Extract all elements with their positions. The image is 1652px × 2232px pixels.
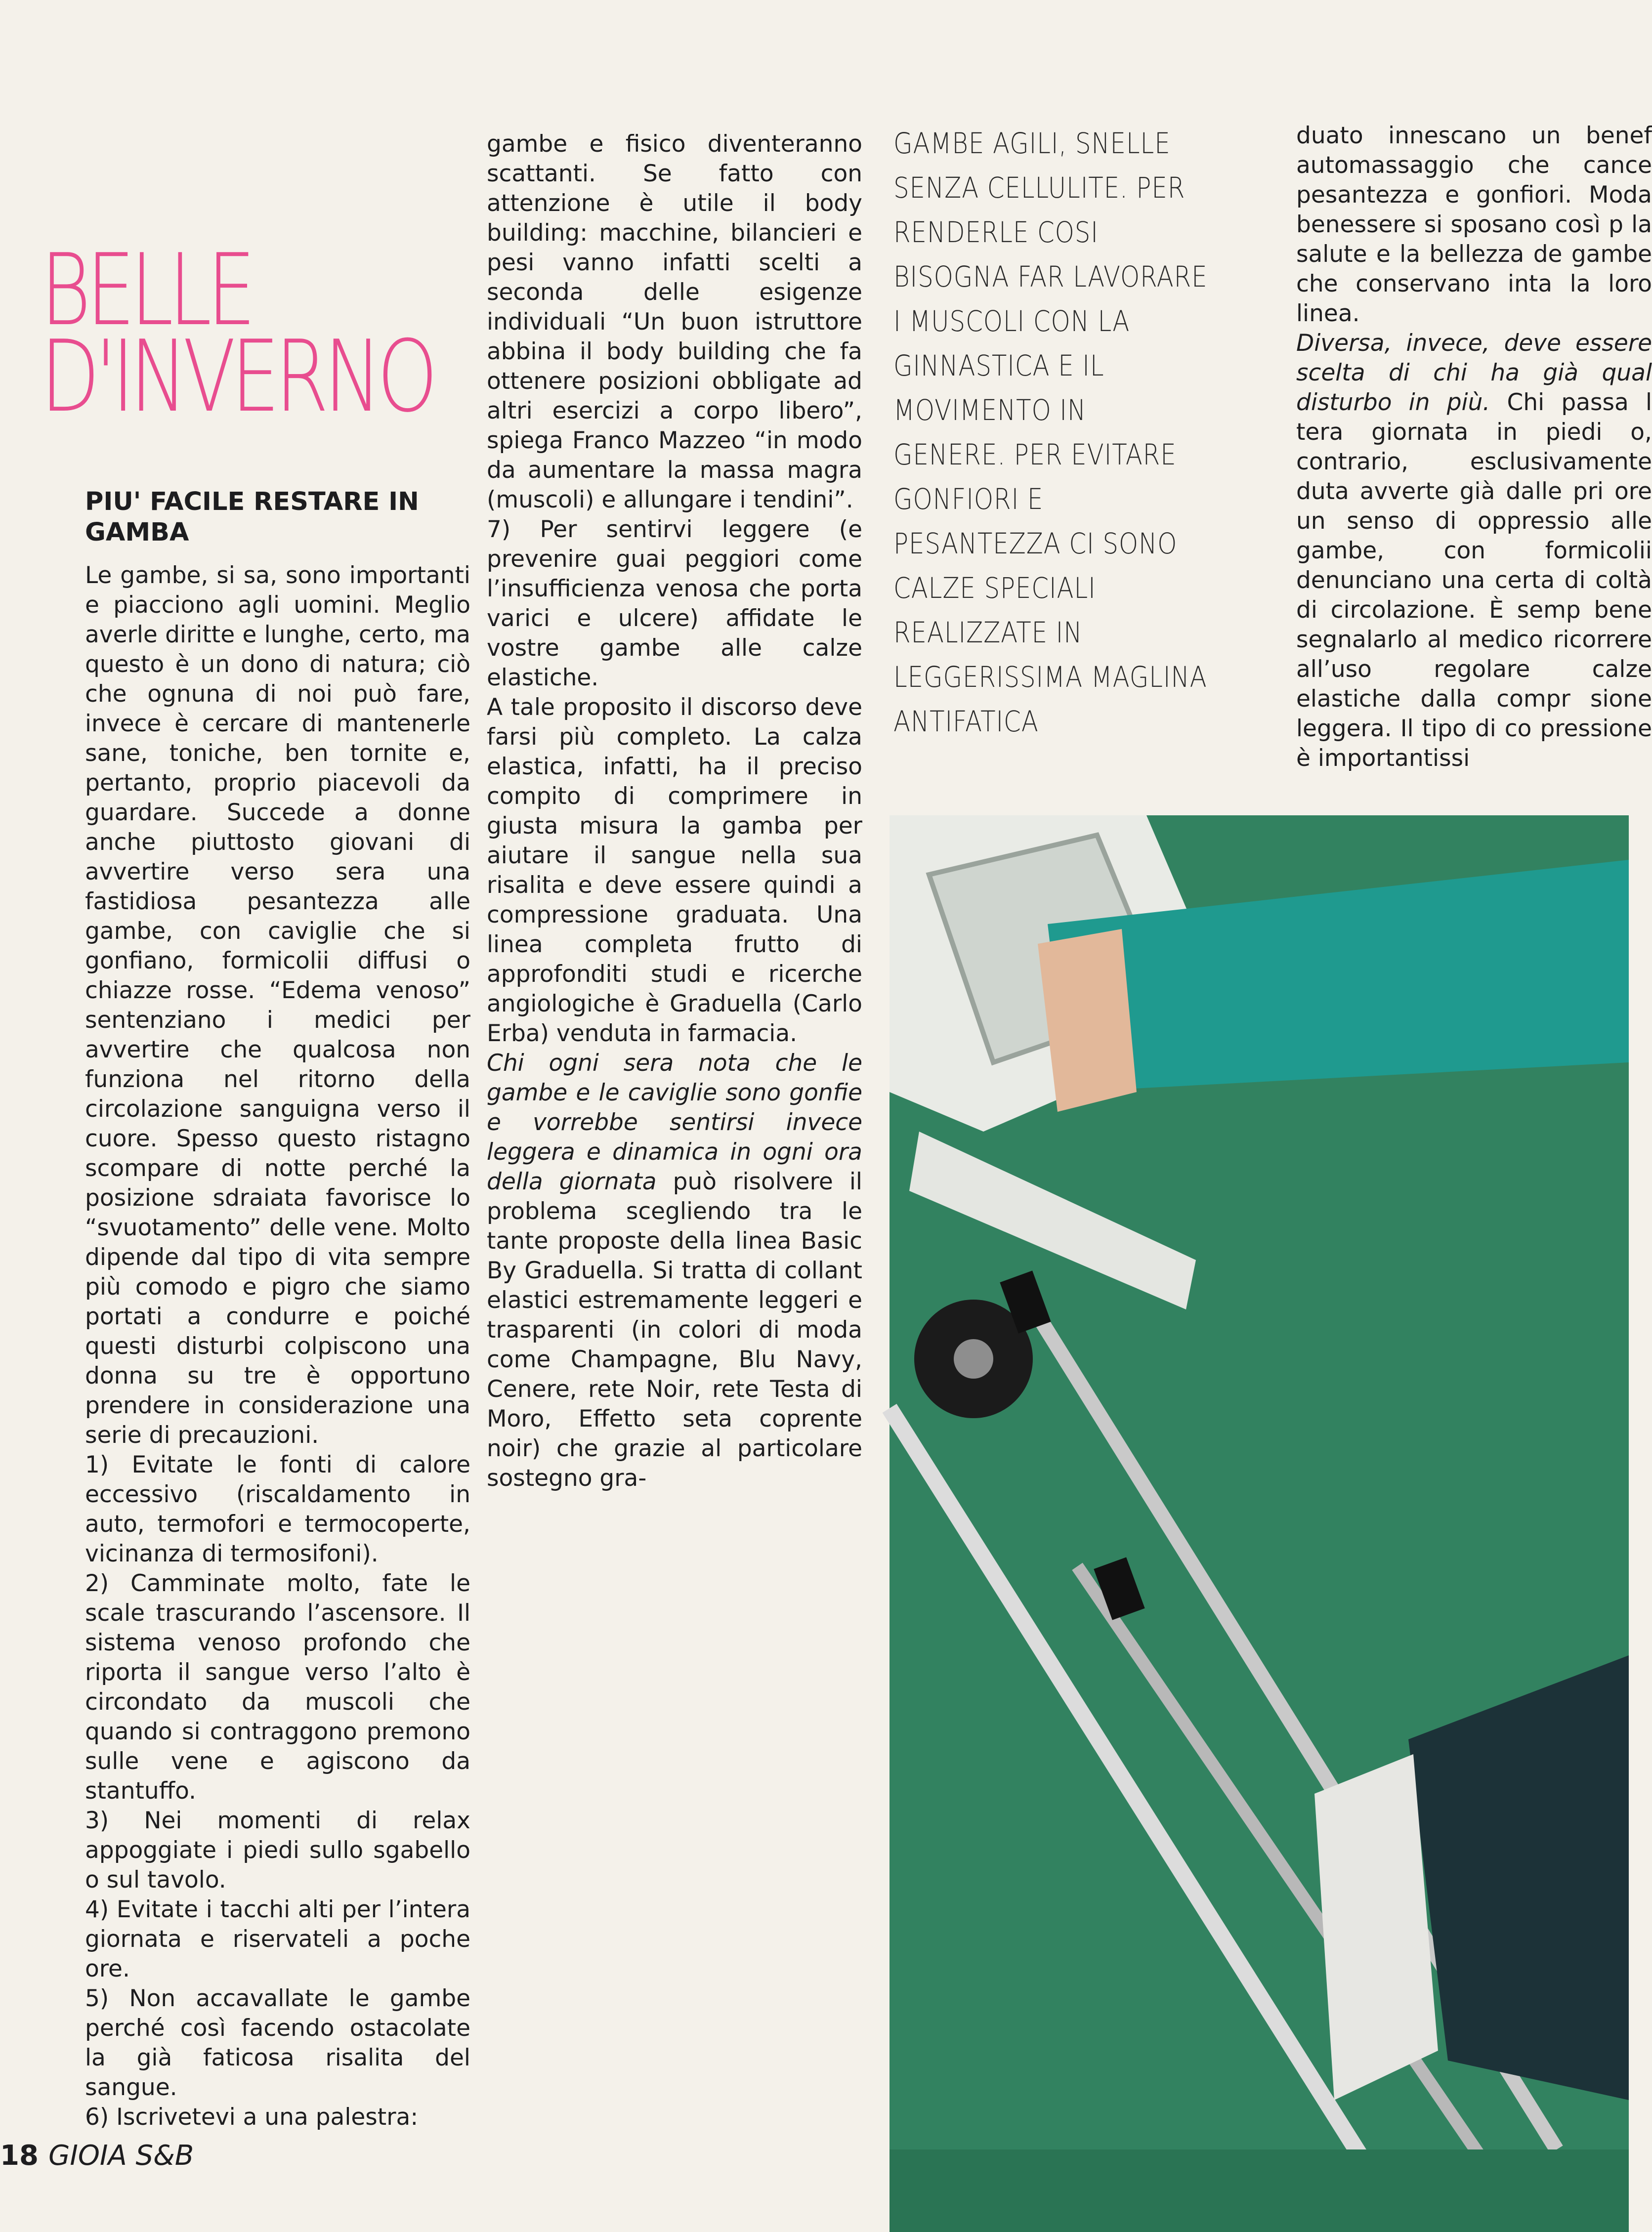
col2-paragraph-4 [487, 1049, 862, 1493]
floor-shadow [890, 2149, 1629, 2232]
caption-line: LEGGERISSIMA MAGLINA [893, 660, 1207, 694]
caption-line: MOVIMENTO IN [893, 393, 1087, 427]
col4-italic-lead: Diversa, invece, deve essere scelta di chi ha già qual disturbo in più. [1296, 330, 1652, 416]
caption-line: GONFIORI E [893, 482, 1044, 516]
caption-line: I MUSCOLI CON LA [893, 304, 1130, 338]
col2-italic-lead: Chi ogni sera nota che le gambe e le caviglie sono gonfie e vorrebbe sentirsi invece leggera e dinamica in ogni ora della giornata [487, 1050, 862, 1195]
caption-line: GINNASTICA E IL [893, 349, 1104, 382]
caption-line: RENDERLE COSI [893, 215, 1099, 249]
col2-paragraph-4-rest: può risolvere il problema scegliendo tra le tante proposte della linea Basic By Graduella. Si tratta di collant elastici estremamente leggeri e trasparenti (in colori di moda come Champagne, Blu Navy, Cenere, rete Noir, rete Testa di Moro, Effetto seta coprente noir) che grazie al particolare sostegno gra- [487, 1168, 862, 1492]
column-1 [85, 561, 470, 2132]
tip-2: 2) Camminate molto, fate le scale trascurando l’ascensore. Il sistema venoso profondo che riporta il sangue verso l’alto è circondato da muscoli che quando si contraggono premono sulle vene e agiscono da stantuffo. [85, 1570, 470, 1805]
intro-paragraph: Le gambe, si sa, sono importanti e piacciono agli uomini. Meglio averle diritte e lunghe, certo, ma questo è un dono di natura; ciò che ognuna di noi può fare, invece è cercare di mantenerle sane, toniche, ben tornite e, pertanto, proprio piacevoli da guardare. Succede a donne anche piuttosto giovani di avvertire verso sera una fastidiosa pesantezza alle gambe, con caviglie che si gonfiano, formicolii diffusi o chiazze rosse. “Edema venoso” sentenziano i medici per avvertire che qualcosa non funziona nel ritorno della circolazione sanguigna verso il cuore. Spesso questo ristagno scompare di notte perché la posizione sdraiata favorisce lo “svuotamento” delle vene. Molto dipende dal tipo di vita sempre più comodo e pigro che siamo portati a condurre e poiché questi disturbi colpiscono una donna su tre è opportuno prendere in considerazione una serie di precauzioni. [85, 562, 470, 1449]
photo-caption [893, 121, 1208, 744]
caption-line: GAMBE AGILI, SNELLE [893, 126, 1171, 160]
col2-paragraph-1: gambe e fisico diventeranno scattanti. Se fatto con attenzione è utile il body building: macchine, bilancieri e pesi vanno infatti scelti a seconda delle esigenze individuali “Un buon istruttore abbina il body building che fa ottenere posizioni obbligate ad altri esercizi a corpo libero”, spiega Franco Mazzeo “in modo da aumentare la massa magra (muscoli) e allungare i tendini”. [487, 130, 862, 513]
col4-paragraph-2 [1296, 329, 1652, 773]
tip-4: 4) Evitate i tacchi alti per l’intera giornata e riservateli a poche ore. [85, 1896, 470, 1982]
tip-5: 5) Non accavallate le gambe perché così facendo ostacolate la già faticosa risalita del sangue. [85, 1985, 470, 2101]
tip-3: 3) Nei momenti di relax appoggiate i piedi sullo sgabello o sul tavolo. [85, 1807, 470, 1894]
caption-line: GENERE. PER EVITARE [893, 438, 1177, 471]
pulley-hub [954, 1339, 993, 1379]
caption-line: CALZE SPECIALI [893, 571, 1096, 605]
page-number: 18 [0, 2140, 39, 2172]
caption-line: ANTIFATICA [893, 705, 1039, 738]
title-line-2: D'INVERNO [41, 319, 433, 434]
column-2 [487, 129, 862, 1493]
column-4 [1296, 121, 1652, 773]
subheading: PIU' FACILE RESTARE IN GAMBA [85, 487, 419, 547]
col4-paragraph-1: duato innescano un benef automassaggio che cance pesantezza e gonfiori. Moda benessere si sposano così p la salute e la bellezza de gambe che conservano inta la loro linea. [1296, 122, 1652, 327]
article-title [41, 233, 433, 434]
gym-photo-illustration [890, 815, 1629, 2232]
caption-line: PESANTEZZA CI SONO [893, 527, 1178, 560]
caption-line: SENZA CELLULITE. PER [893, 171, 1186, 205]
col2-paragraph-2: 7) Per sentirvi leggere (e prevenire guai peggiori come l’insufficienza venosa che porta varici e ulcere) affidate le vostre gambe alle calze elastiche. [487, 516, 862, 691]
col2-paragraph-3: A tale proposito il discorso deve farsi più completo. La calza elastica, infatti, ha il preciso compito di comprimere in giusta misura la gamba per aiutare il sangue nella sua risalita e deve essere quindi a compressione graduata. Una linea completa frutto di approfonditi studi e ricerche angiologiche è Graduella (Carlo Erba) venduta in farmacia. [487, 694, 862, 1047]
caption-line: BISOGNA FAR LAVORARE [893, 260, 1208, 294]
page-footer [0, 2140, 194, 2172]
tip-1: 1) Evitate le fonti di calore eccessivo (riscaldamento in auto, termofori e termocoperte, vicinanza di termosifoni). [85, 1451, 470, 1567]
col4-paragraph-2-rest: Chi passa l tera giornata in piedi o, contrario, esclusivamente duta avverte già dalle pri ore un senso di oppressio alle gambe, con formicolii denunciano una certa di coltà di circolazione. È semp bene segnalarlo al medico ricorrere all’uso regolare calze elastiche dalla compr sione leggera. Il tipo di co pressione è importantissi [1296, 389, 1652, 772]
gym-machine-photo [890, 815, 1629, 2232]
tip-6: 6) Iscrivetevi a una palestra: [85, 2104, 419, 2131]
magazine-name: GIOIA S&B [48, 2140, 194, 2172]
caption-line: REALIZZATE IN [893, 616, 1083, 649]
title-line-1: BELLE [41, 233, 252, 348]
